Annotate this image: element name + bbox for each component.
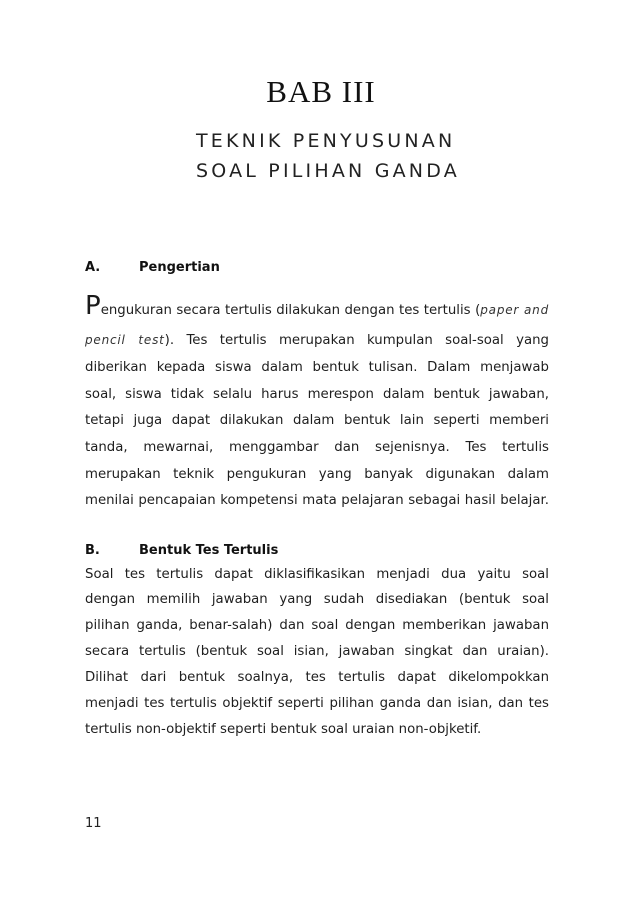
paragraph-line: Pengukuran secara tertulis dilakukan dengan tes tertulis (paper and <box>85 291 549 321</box>
paragraph-line: diberikan kepada siswa dalam bentuk tulisan. Dalam menjawab <box>85 360 549 375</box>
section-heading-a <box>85 260 220 275</box>
paragraph-line: tetapi juga dapat dilakukan dalam bentuk lain seperti memberi <box>85 413 549 428</box>
page-number: 11 <box>85 816 102 831</box>
chapter-subtitle-line1: TEKNIK PENYUSUNAN <box>196 130 456 152</box>
paragraph-line: soal, siswa tidak selalu harus merespon dalam bentuk jawaban, <box>85 387 549 402</box>
drop-cap: P <box>85 291 101 321</box>
section-letter: B. <box>85 543 100 558</box>
paragraph-line: Dilihat dari bentuk soalnya, tes tertulis dapat dikelompokkan <box>85 670 549 685</box>
paragraph-line: pilihan ganda, benar-salah) dan soal dengan memberikan jawaban <box>85 618 549 633</box>
section-title: Pengertian <box>139 260 220 275</box>
section-title: Bentuk Tes Tertulis <box>139 543 279 558</box>
paragraph-line: menjadi tes tertulis objektif seperti pilihan ganda dan isian, dan tes <box>85 696 549 711</box>
section-heading-b <box>85 543 278 558</box>
paragraph-line: dengan memilih jawaban yang sudah disediakan (bentuk soal <box>85 592 549 607</box>
paragraph-line: tertulis non-objektif seperti bentuk soal uraian non-objketif. <box>85 722 482 737</box>
paragraph-line: menilai pencapaian kompetensi mata pelajaran sebagai hasil belajar. <box>85 493 549 508</box>
chapter-subtitle-line2: SOAL PILIHAN GANDA <box>196 160 460 182</box>
paragraph-line: merupakan teknik pengukuran yang banyak digunakan dalam <box>85 467 549 482</box>
paragraph-line: secara tertulis (bentuk soal isian, jawaban singkat dan uraian). <box>85 644 549 659</box>
paragraph-line: pencil test). Tes tertulis merupakan kumpulan soal-soal yang <box>85 333 550 348</box>
section-letter: A. <box>85 260 101 275</box>
paragraph-line: tanda, mewarnai, menggambar dan sejenisnya. Tes tertulis <box>85 440 549 455</box>
paragraph-line: Soal tes tertulis dapat diklasifikasikan menjadi dua yaitu soal <box>85 567 549 582</box>
chapter-title: BAB III <box>266 74 376 109</box>
